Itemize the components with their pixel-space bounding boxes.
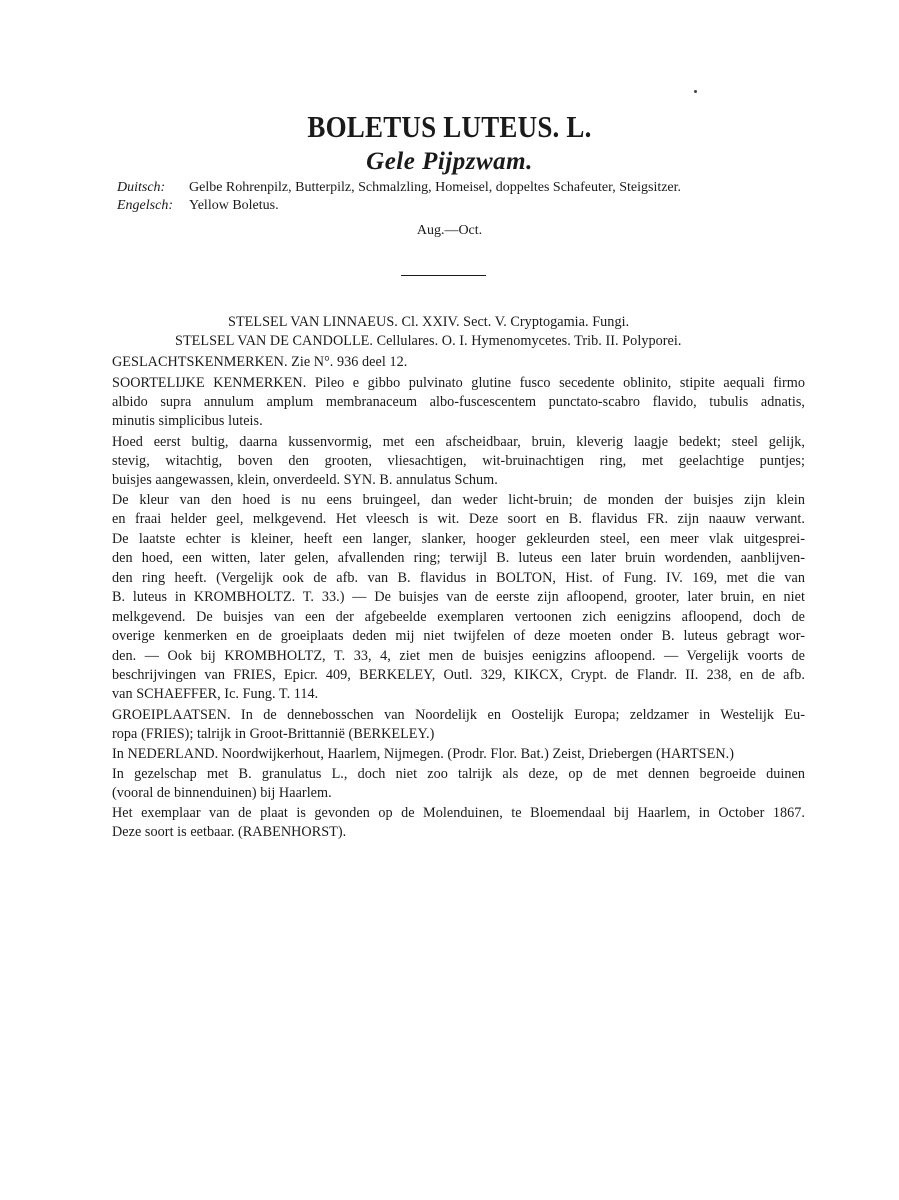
text-line: GROEIPLAATSEN. In de dennebosschen van Noordelijk en Oostelijk Europa; zeldzamer in Westelijk Eu- — [112, 707, 805, 723]
text-line: SOORTELIJKE KENMERKEN. Pileo e gibbo pulvinato glutine fusco secedente oblinito, stipite aequali firmo — [112, 375, 805, 391]
text-line: In NEDERLAND. Noordwijkerhout, Haarlem, Nijmegen. (Prodr. Flor. Bat.) Zeist, Driebergen (HARTSEN.) — [112, 746, 735, 762]
text-line: albido supra annulum amplum membranaceum albo-fuscescentem punctato-scabro flavido, tubulis adnatis, — [112, 394, 805, 410]
text-line: en fraai helder geel, melkgevend. Het vleesch is wit. Deze soort en B. flavidus FR. zijn naauw verwant. — [112, 511, 805, 527]
text-line: (vooral de binnenduinen) bij Haarlem. — [112, 785, 332, 801]
text-line: den ring heeft. (Vergelijk ook de afb. van B. flavidus in BOLTON, Hist. of Fung. IV. 169, met die van — [112, 570, 805, 586]
english-names — [117, 198, 279, 214]
english-label: Engelsch: — [117, 198, 173, 213]
text-line: STELSEL VAN DE CANDOLLE. Cellulares. O. I. Hymenomycetes. Trib. II. Polyporei. — [175, 333, 682, 349]
text-line: Hoed eerst bultig, daarna kussenvormig, met een afscheidbaar, bruin, kleverig laagje bedekt; steel gelijk, — [112, 434, 805, 450]
text-line: van SCHAEFFER, Ic. Fung. T. 114. — [112, 686, 319, 702]
text-line: B. luteus in KROMBHOLTZ. T. 33.) — De buisjes van de eerste zijn afloopend, grooter, later bruin, en niet — [112, 589, 805, 605]
text-line: ropa (FRIES); talrijk in Groot-Brittannië (BERKELEY.) — [112, 726, 435, 742]
text-line: De laatste echter is kleiner, heeft een langer, slanker, hooger gekleurden steel, een meer vlak uitgesprei- — [112, 531, 805, 547]
text-line: GESLACHTSKENMERKEN. Zie N°. 936 deel 12. — [112, 354, 408, 370]
english-names-text: Yellow Boletus. — [189, 198, 279, 213]
text-line: beschrijvingen van FRIES, Epicr. 409, BERKELEY, Outl. 329, KIKCX, Crypt. de Flandr. II. 238, en de afb. — [112, 667, 805, 683]
german-names — [117, 180, 681, 196]
text-line: Deze soort is eetbaar. (RABENHORST). — [112, 824, 347, 840]
german-label: Duitsch: — [117, 180, 166, 195]
text-line: In gezelschap met B. granulatus L., doch niet zoo talrijk als deze, op de met dennen begroeide duinen — [112, 766, 805, 782]
text-line: den. — Ook bij KROMBHOLTZ, T. 33, 4, ziet men de buisjes eenigzins afloopend. — Vergelijk voorts de — [112, 648, 805, 664]
season: Aug.—Oct. — [416, 223, 483, 238]
divider-rule — [401, 275, 486, 276]
text-line: De kleur van den hoed is nu eens bruingeel, dan weder licht-bruin; de monden der buisjes zijn klein — [112, 492, 805, 508]
text-line: stevig, witachtig, boven den grooten, vliesachtigen, wit-bruinachtigen ring, met geelachtige puntjes; — [112, 453, 805, 469]
text-line: Het exemplaar van de plaat is gevonden op de Molenduinen, te Bloemendaal bij Haarlem, in October 1867. — [112, 805, 805, 821]
text-line: minutis simplicibus luteis. — [112, 413, 263, 429]
dutch-name: Gele Pijpzwam. — [366, 148, 533, 175]
text-line: overige kenmerken en de groeiplaats deden mij niet twijfelen of deze moeten onder B. luteus gebragt wor- — [112, 628, 805, 644]
text-line: buisjes aangewassen, klein, onverdeeld. SYN. B. annulatus Schum. — [112, 472, 498, 488]
species-title: BOLETUS LUTEUS. L. — [307, 110, 592, 144]
text-line: STELSEL VAN LINNAEUS. Cl. XXIV. Sect. V. Cryptogamia. Fungi. — [228, 314, 630, 330]
printer-speck — [694, 90, 697, 93]
text-line: melkgevend. De buisjes van een der afgebeelde exemplaren vertoonen zich eenigzins afloopend, doch de — [112, 609, 805, 625]
text-line: den hoed, een witten, later gelen, afvallenden ring; terwijl B. luteus een later bruin wordenden, aanblijven- — [112, 550, 805, 566]
german-names-text: Gelbe Rohrenpilz, Butterpilz, Schmalzling, Homeisel, doppeltes Schafeuter, Steigsitzer. — [189, 180, 682, 195]
